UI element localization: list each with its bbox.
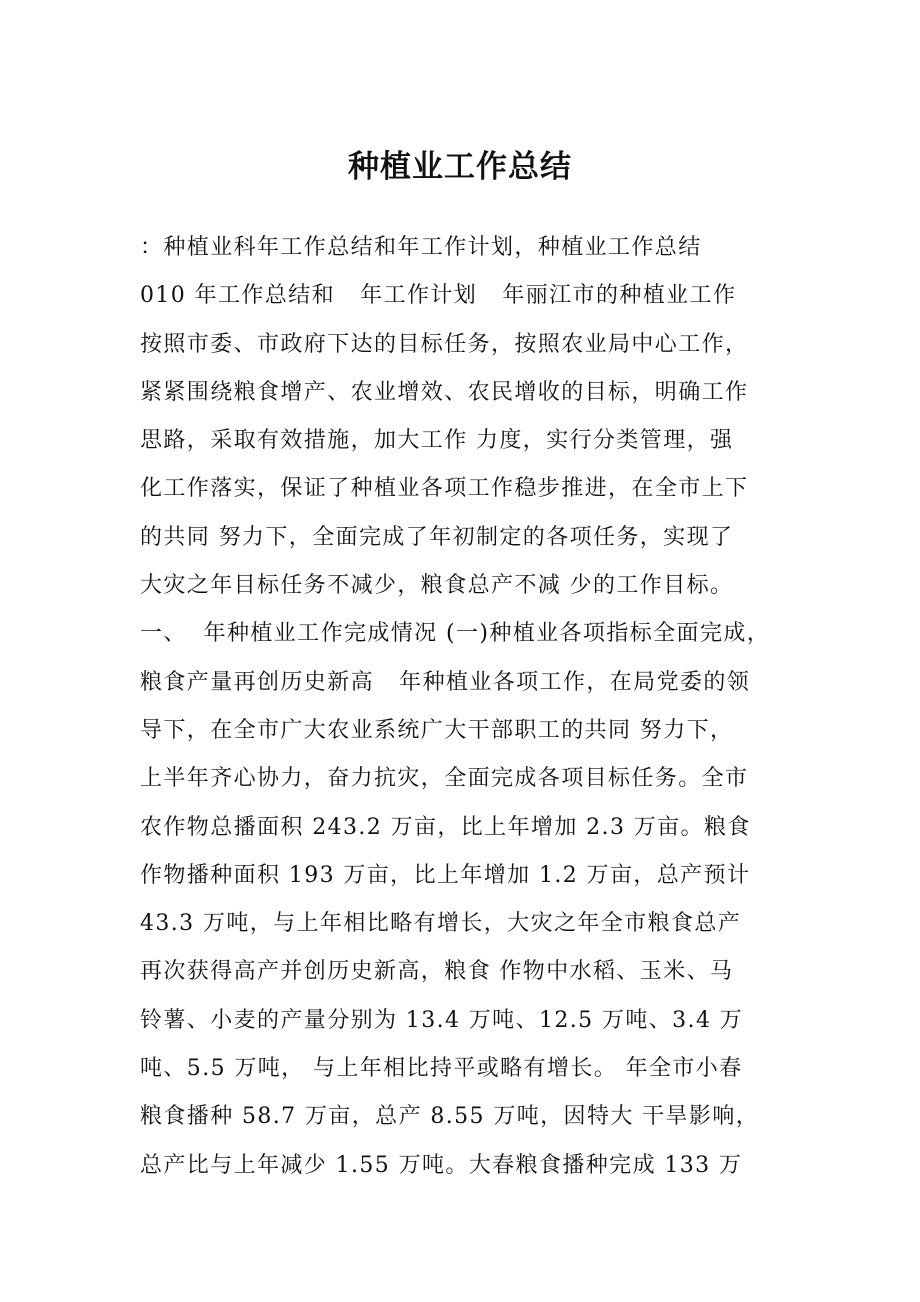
text-line: 导下，在全市广大农业系统广大干部职工的共同 努力下， [140, 717, 734, 743]
document-title: 种植业工作总结 [348, 149, 572, 185]
text-line: ：种植业科年工作总结和年工作计划，种植业工作总结 [140, 235, 702, 260]
text-line: 粮食播种 58.7 万亩，总产 8.55 万吨，因特大 干旱影响， [140, 1104, 760, 1130]
text-line: 作物播种面积 193 万亩，比上年增加 1.2 万亩，总产预计 [140, 862, 751, 888]
text-line: 铃薯、小麦的产量分别为 13.4 万吨、12.5 万吨、3.4 万 [140, 1007, 744, 1033]
text-line: 粮食产量再创历史新高 年种植业各项工作，在局党委的领 [140, 669, 751, 695]
text-line: 化工作落实，保证了种植业各项工作稳步推进，在全市上下 [140, 476, 749, 502]
text-line: 43.3 万吨，与上年相比略有增长，大灾之年全市粮食总产 [140, 911, 742, 937]
text-line: 农作物总播面积 243.2 万亩，比上年增加 2.3 万亩。粮食 [140, 814, 751, 840]
text-line: 上半年齐心协力，奋力抗灾，全面完成各项目标任务。全市 [140, 766, 749, 792]
text-line: 思路，采取有效措施，加大工作 力度，实行分类管理，强 [140, 428, 734, 454]
text-line: 总产比与上年减少 1.55 万吨。大春粮食播种完成 133 万 [140, 1152, 743, 1178]
text-line: 的共同 努力下，全面完成了年初制定的各项任务，实现了 [140, 524, 734, 550]
document-body [140, 224, 820, 1190]
text-line: 按照市委、市政府下达的目标任务，按照农业局中心工作， [140, 331, 749, 357]
text-line: 010 年工作总结和 年工作计划 年丽江市的种植业工作 [140, 283, 737, 309]
text-line: 再次获得高产并创历史新高，粮食 作物中水稻、玉米、马 [140, 959, 734, 985]
text-line: 大灾之年目标任务不减少，粮食总产不减 少的工作目标。 [140, 573, 734, 599]
text-line: 紧紧围绕粮食增产、农业增效、农民增收的目标，明确工作 [140, 379, 749, 405]
text-line: 一、 年种植业工作完成情况 (一)种植业各项指标全面完成， [140, 621, 771, 647]
text-line: 吨、5.5 万吨， 与上年相比持平或略有增长。 年全市小春 [140, 1056, 743, 1082]
